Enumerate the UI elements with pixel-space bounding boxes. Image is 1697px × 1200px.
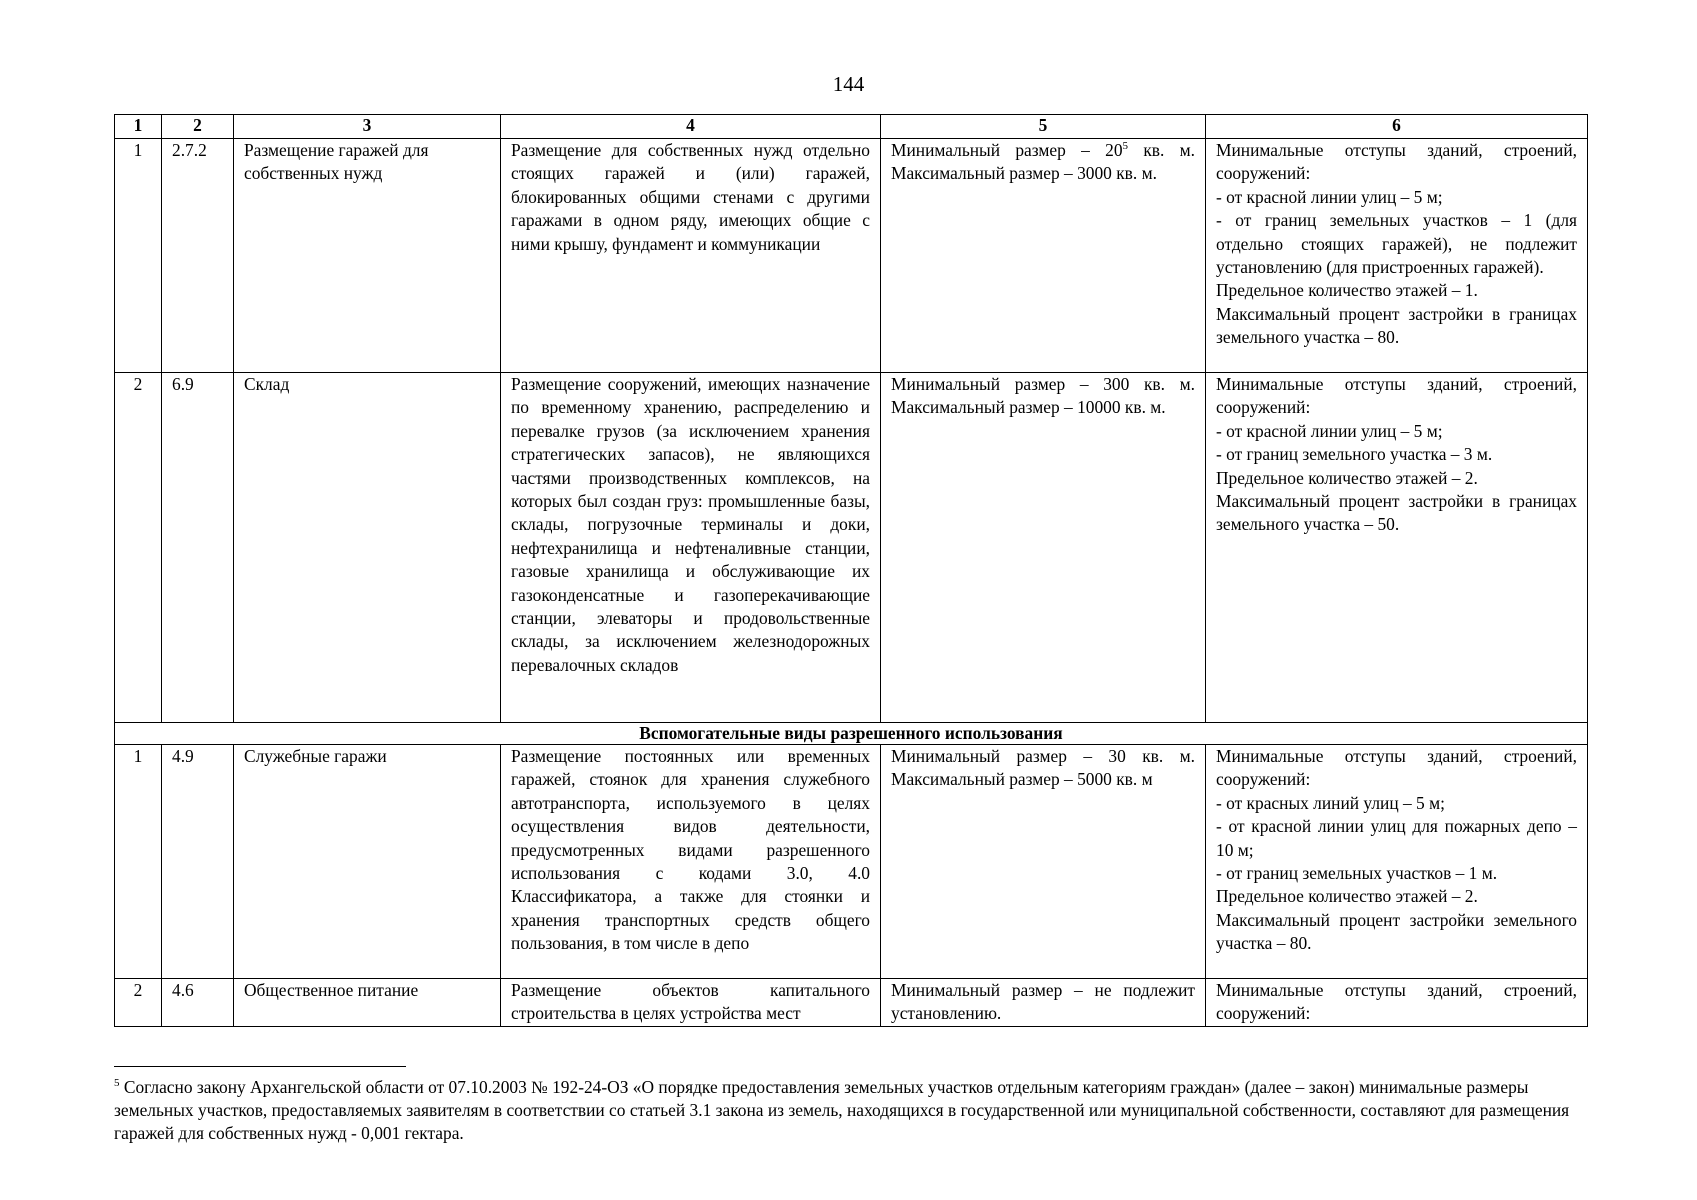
parameter-line: Предельное количество этажей – 2. [1216, 467, 1478, 488]
building-parameters [1206, 979, 1588, 1027]
table-row [115, 139, 1588, 373]
table-row [115, 745, 1588, 979]
column-header: 5 [881, 115, 1206, 139]
parameter-line: - от красной линии улиц – 5 м; [1216, 420, 1443, 441]
table-row [115, 979, 1588, 1027]
column-header: 4 [501, 115, 881, 139]
use-description: Размещение объектов капитального строительства в целях устройства мест [501, 979, 881, 1027]
section-row [115, 723, 1588, 745]
building-parameters [1206, 745, 1588, 979]
footnote-text: Согласно закону Архангельской области от 07.10.2003 № 192-24-ОЗ «О порядке предоставления земельных участков отдельным категориям граждан» (далее – закон) минимальные размеры земельных участков, предоставляемых заявителям в соответствии со статьей 3.1 закона из земель, находящихся в государственной или муниципальной собственности, составляют для размещения гаражей для собственных нужд - 0,001 гектара. [114, 1077, 1570, 1144]
parameter-line: Предельное количество этажей – 1. [1216, 280, 1478, 301]
footnote-separator [114, 1066, 406, 1067]
parameter-line: Минимальные отступы зданий, строений, сооружений: [1216, 980, 1577, 1024]
parameter-line: - от границ земельного участка – 3 м. [1216, 444, 1493, 465]
parameter-line: - от красной линии улиц – 5 м; [1216, 186, 1443, 207]
row-number: 2 [115, 373, 162, 723]
parameter-line: Минимальные отступы зданий, строений, сооружений: [1216, 140, 1577, 184]
use-name: Общественное питание [234, 979, 501, 1027]
plot-size-text: кв. м. Максимальный размер – 3000 кв. м. [891, 140, 1195, 184]
row-number: 1 [115, 139, 162, 373]
use-description: Размещение постоянных или временных гаражей, стоянок для хранения служебного автотранспорта, используемого в целях осуществления видов деятельности, предусмотренных видами разрешенного использования с кодами 3.0, 4.0 Классификатора, а также для стоянки и хранения транспортных средств общего пользования, в том числе в депо [501, 745, 881, 979]
footnote-marker: 5 [114, 1077, 120, 1090]
column-header: 6 [1206, 115, 1588, 139]
parameter-line: - от границ земельных участков – 1 (для отдельно стоящих гаражей), не подлежит установлению (для пристроенных гаражей). [1216, 210, 1577, 278]
parameter-line: - от красной линии улиц для пожарных депо – 10 м; [1216, 816, 1577, 860]
plot-size: Минимальный размер – не подлежит установлению. [881, 979, 1206, 1027]
plot-size: Минимальный размер – 300 кв. м. Максимальный размер – 10000 кв. м. [881, 373, 1206, 723]
use-code: 4.9 [162, 745, 234, 979]
plot-size: Минимальный размер – 30 кв. м. Максимальный размер – 5000 кв. м [881, 745, 1206, 979]
parameter-line: - от красных линий улиц – 5 м; [1216, 792, 1445, 813]
row-number: 1 [115, 745, 162, 979]
page-number: 144 [832, 72, 865, 96]
section-title: Вспомогательные виды разрешенного использования [115, 723, 1588, 745]
parameter-line: Максимальный процент застройки в границах земельного участка – 50. [1216, 491, 1577, 535]
use-code: 2.7.2 [162, 139, 234, 373]
column-header: 2 [162, 115, 234, 139]
column-header: 1 [115, 115, 162, 139]
land-use-table [114, 114, 1588, 1027]
row-number: 2 [115, 979, 162, 1027]
parameter-line: Предельное количество этажей – 2. [1216, 886, 1478, 907]
use-description: Размещение сооружений, имеющих назначение по временному хранению, распределению и перевалке грузов (за исключением хранения стратегических запасов), не являющихся частями производственных комплексов, на которых был создан груз: промышленные базы, склады, погрузочные терминалы и доки, нефтехранилища и нефтеналивные станции, газовые хранилища и обслуживающие их газоконденсатные и газоперекачивающие станции, элеваторы и продовольственные склады, за исключением железнодорожных перевалочных складов [501, 373, 881, 723]
parameter-line: Максимальный процент застройки земельного участка – 80. [1216, 909, 1577, 954]
parameter-line: Минимальные отступы зданий, строений, сооружений: [1216, 746, 1577, 790]
use-name: Служебные гаражи [234, 745, 501, 979]
plot-size-text: Минимальный размер – 20 [891, 140, 1123, 160]
footnote-reference[interactable]: 5 [1122, 140, 1129, 153]
parameter-line: Минимальные отступы зданий, строений, сооружений: [1216, 374, 1577, 418]
building-parameters [1206, 139, 1588, 373]
column-header: 3 [234, 115, 501, 139]
use-code: 4.6 [162, 979, 234, 1027]
parameter-line: - от границ земельных участков – 1 м. [1216, 863, 1498, 884]
use-name: Склад [234, 373, 501, 723]
use-name: Размещение гаражей для собственных нужд [234, 139, 501, 373]
building-parameters [1206, 373, 1588, 723]
use-description: Размещение для собственных нужд отдельно стоящих гаражей и (или) гаражей, блокированных общими стенами с другими гаражами в одном ряду, имеющих общие с ними крышу, фундамент и коммуникации [501, 139, 881, 373]
table-header-row [115, 115, 1588, 139]
table-row [115, 373, 1588, 723]
footnote [114, 1076, 1589, 1146]
parameter-line: Максимальный процент застройки в границах земельного участка – 80. [1216, 303, 1577, 348]
plot-size [881, 139, 1206, 373]
use-code: 6.9 [162, 373, 234, 723]
